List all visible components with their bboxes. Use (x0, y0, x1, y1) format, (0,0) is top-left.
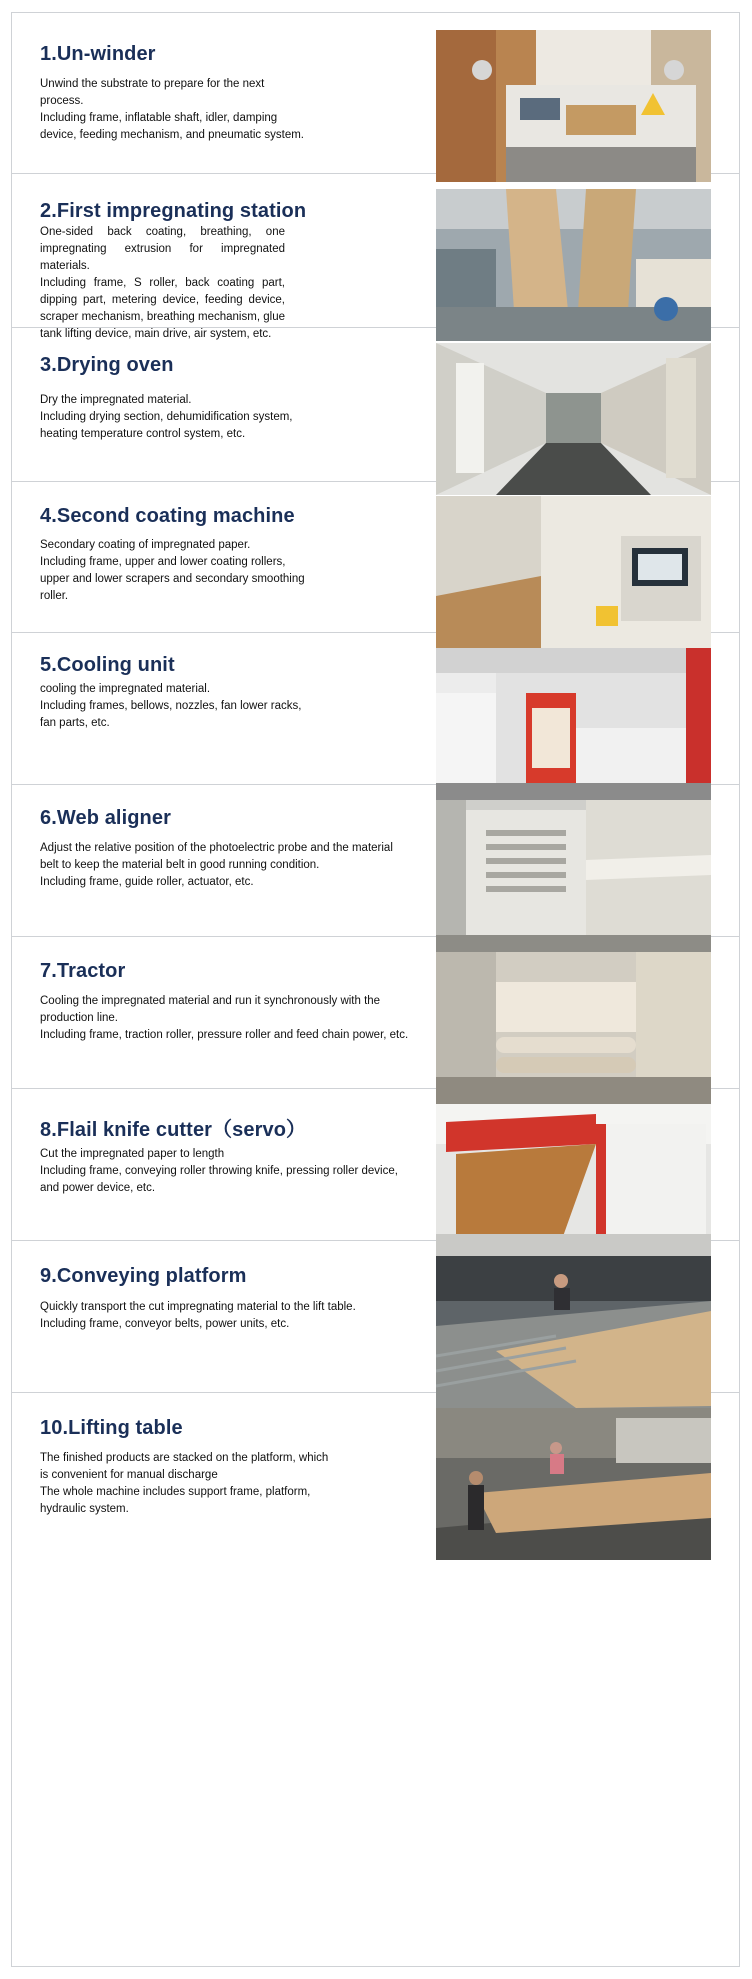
section-description (40, 1450, 330, 1518)
section-description (40, 840, 410, 891)
section-title: 2.First impregnating station (40, 200, 307, 222)
section-title: 8.Flail knife cutter（servo） (40, 1119, 307, 1141)
description-line: Secondary coating of impregnated paper. (40, 539, 251, 551)
tractor-photo (436, 952, 711, 1104)
section-web-aligner (12, 785, 739, 937)
cooling-unit-photo (436, 648, 711, 800)
description-line: One-sided back coating, breathing, one impregnating extrusion for impregnated materials. (40, 226, 285, 272)
section-second-coating-machine (12, 482, 739, 633)
section-title: 6.Web aligner (40, 807, 171, 829)
section-un-winder (12, 13, 739, 174)
description-line: Dry the impregnated material. (40, 394, 192, 406)
description-line: Including frame, conveyor belts, power units, etc. (40, 1318, 290, 1330)
conveying-platform-photo (436, 1256, 711, 1408)
section-description (40, 537, 308, 605)
first-impregnating-station-photo (436, 189, 711, 341)
un-winder-machine-photo (436, 30, 711, 182)
section-description (40, 993, 410, 1044)
section-first-impregnating-station (12, 174, 739, 340)
section-cooling-unit (12, 633, 739, 785)
section-description (40, 1146, 410, 1197)
description-line: Cut the impregnated paper to length (40, 1148, 225, 1160)
description-line: Cooling the impregnated material and run it synchronously with the production line. (40, 995, 381, 1024)
section-title: 10.Lifting table (40, 1417, 183, 1439)
description-line: Including frame, traction roller, pressure roller and feed chain power, etc. (40, 1029, 409, 1041)
description-line: The finished products are stacked on the platform, which is convenient for manual discharge (40, 1452, 329, 1481)
description-line: cooling the impregnated material. (40, 683, 211, 695)
section-title: 4.Second coating machine (40, 505, 295, 527)
description-line: Including frames, bellows, nozzles, fan lower racks, fan parts, etc. (40, 700, 302, 729)
description-line: Including frame, conveying roller throwing knife, pressing roller device, and power device, etc. (40, 1165, 398, 1194)
section-conveying-platform (12, 1241, 739, 1393)
description-line: Quickly transport the cut impregnating material to the lift table. (40, 1301, 356, 1313)
description-line: Including frame, S roller, back coating part, dipping part, metering device, feeding device, scraper mechanism, breathing mechanism, glue tank lifting device, main drive, air system, etc. (40, 277, 285, 340)
section-description (40, 1299, 410, 1333)
section-lifting-table (12, 1393, 739, 1968)
section-title: 3.Drying oven (40, 354, 174, 376)
description-line: Including drying section, dehumidification system, heating temperature control system, etc. (40, 411, 293, 440)
description-line: Including frame, guide roller, actuator, etc. (40, 876, 254, 888)
web-aligner-photo (436, 800, 711, 952)
section-tractor (12, 937, 739, 1089)
lifting-table-photo (436, 1408, 711, 1560)
second-coating-machine-photo (436, 496, 711, 648)
product-spec-sheet (11, 12, 740, 1967)
flail-knife-cutter-photo (436, 1104, 711, 1256)
description-line: Including frame, upper and lower coating rollers, upper and lower scrapers and secondary smoothing roller. (40, 556, 305, 602)
section-title: 9.Conveying platform (40, 1265, 247, 1287)
section-description (40, 681, 308, 732)
section-drying-oven (12, 328, 739, 482)
section-flail-knife-cutter (12, 1089, 739, 1241)
description-line: Including frame, inflatable shaft, idler, damping device, feeding mechanism, and pneumatic system. (40, 112, 304, 141)
description-line: Adjust the relative position of the photoelectric probe and the material belt to keep the material belt in good running condition. (40, 842, 393, 871)
drying-oven-photo (436, 343, 711, 495)
section-description (40, 224, 285, 343)
section-title: 1.Un-winder (40, 43, 156, 65)
description-line: Unwind the substrate to prepare for the next process. (40, 78, 265, 107)
section-description (40, 76, 308, 144)
section-description (40, 392, 308, 443)
description-line: The whole machine includes support frame, platform, hydraulic system. (40, 1486, 311, 1515)
section-title: 7.Tractor (40, 960, 126, 982)
section-title: 5.Cooling unit (40, 654, 175, 676)
